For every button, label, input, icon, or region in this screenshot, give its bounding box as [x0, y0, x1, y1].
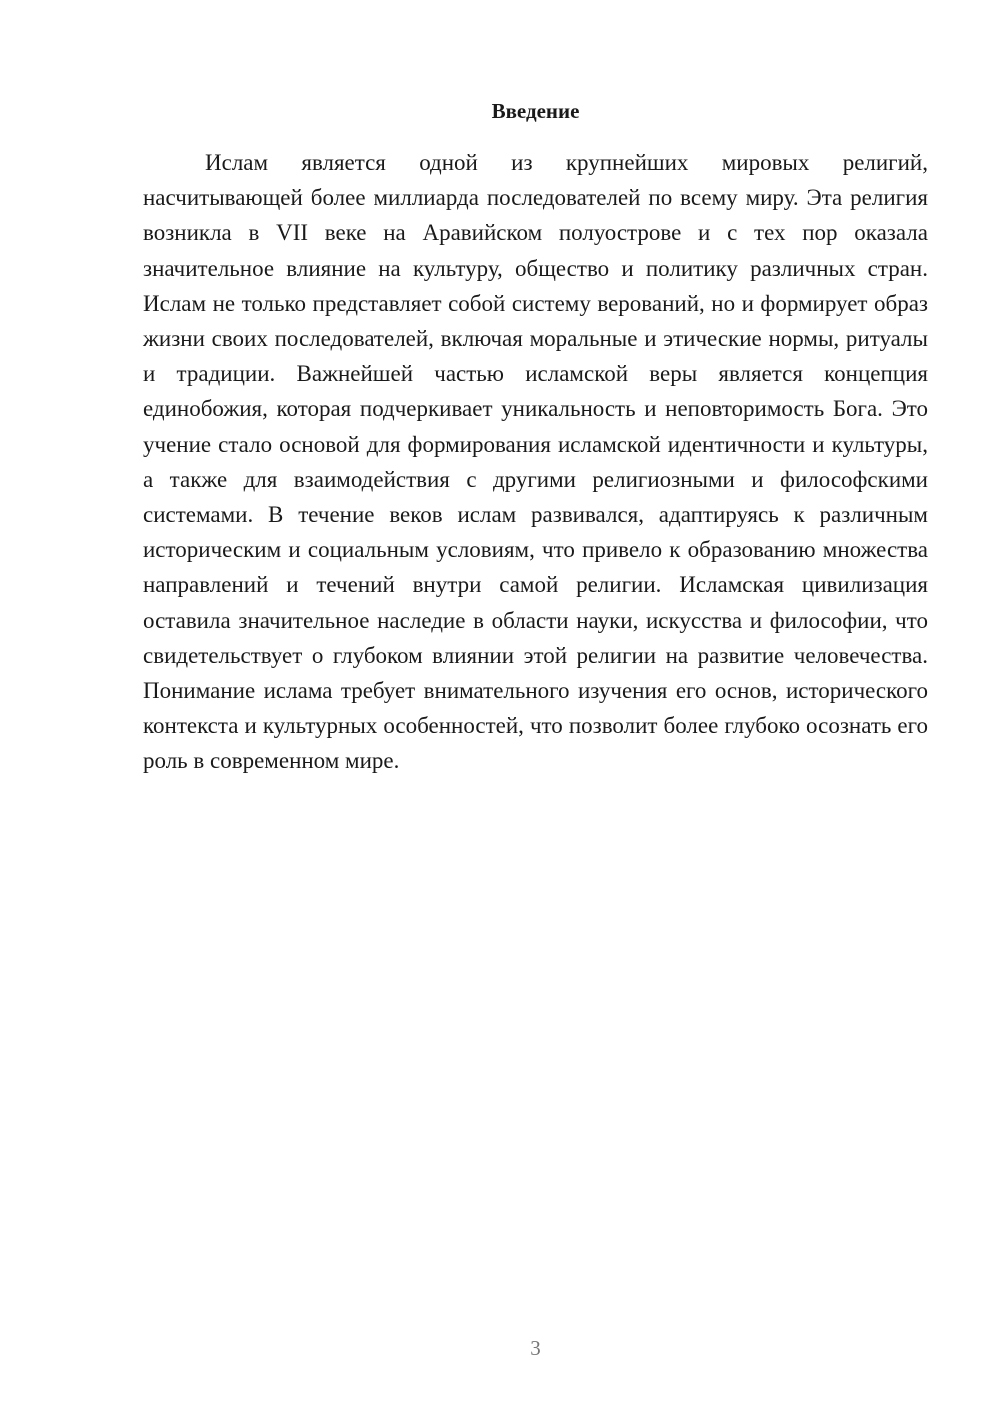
section-heading: Введение [491, 99, 580, 123]
page-number: 3 [530, 1336, 541, 1360]
intro-paragraph: Ислам является одной из крупнейших мировых религий, насчитывающей более миллиарда последователей по всему миру. Эта религия возникла в VII веке на Аравийском полуострове и с тех пор оказала значительное влияние на культуру, общество и политику различных стран. Ислам не только представляет собой систему верований, но и формирует образ жизни своих последователей, включая моральные и этические нормы, ритуалы и традиции. Важнейшей частью исламской веры является концепция единобожия, которая подчеркивает уникальность и неповторимость Бога. Это учение стало основой для формирования исламской идентичности и культуры, а также для взаимодействия с другими религиозными и философскими системами. В течение веков ислам развивался, адаптируясь к различным историческим и социальным условиям, что привело к образованию множества направлений и течений внутри самой религии. Исламская цивилизация оставила значительное наследие в области науки, искусства и философии, что свидетельствует о глубоком влиянии этой религии на развитие человечества. Понимание ислама требует внимательного изучения его основ, исторического контекста и культурных особенностей, что позволит более глубоко осознать его роль в современном мире. [143, 150, 928, 774]
